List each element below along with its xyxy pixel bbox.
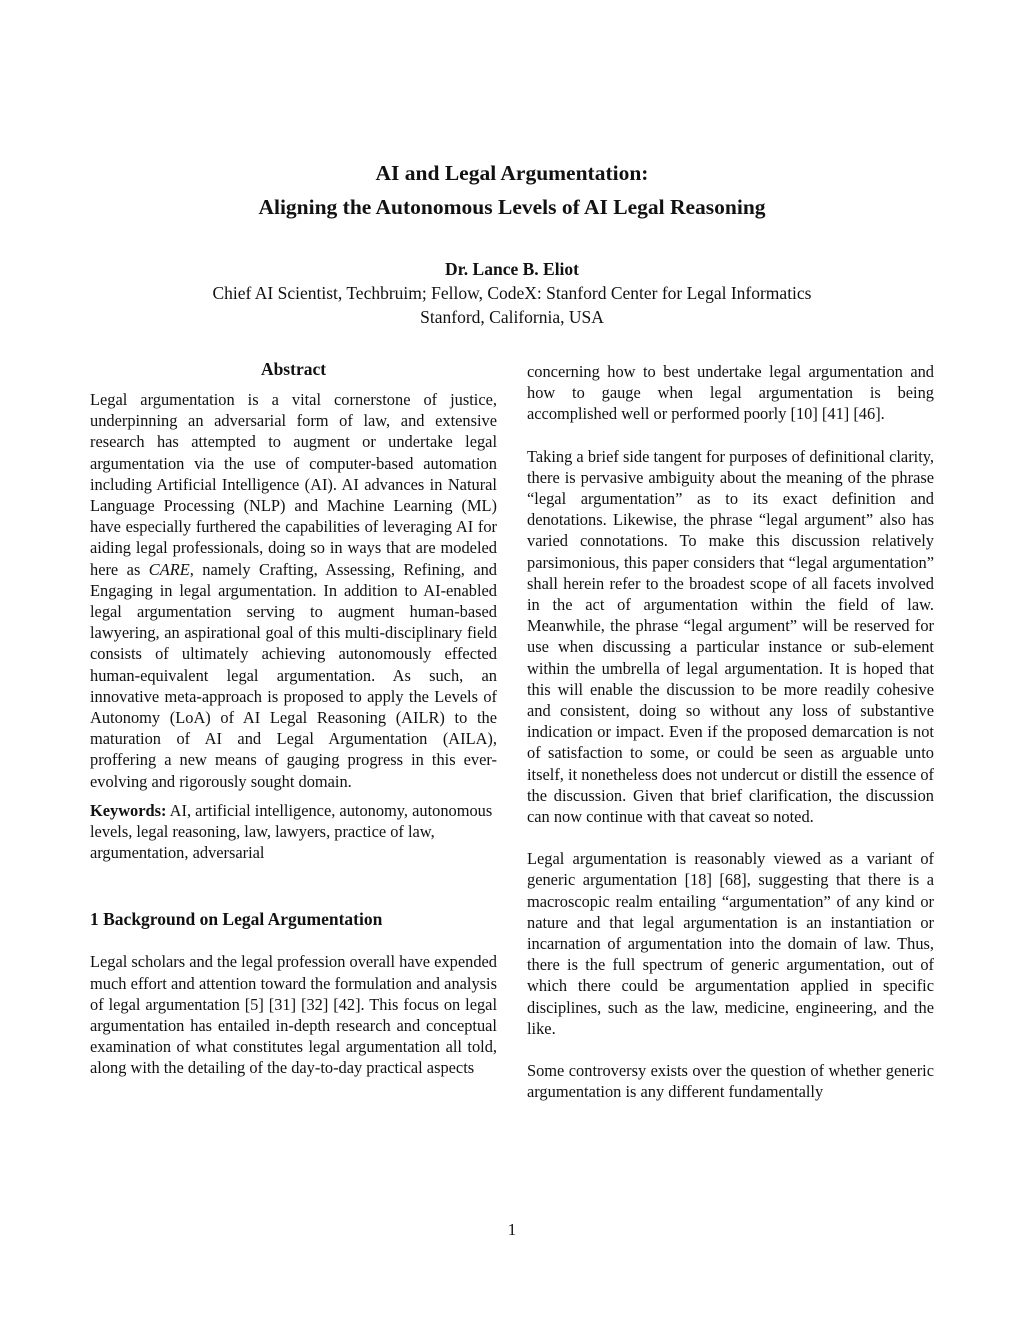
right-paragraph-2: Taking a brief side tangent for purposes of definitional clarity, there is pervasive ambiguity about the meaning of the phrase “legal argumentation” as to its exact definition and denotations. Likewise, the phrase “legal argument” also has varied connotations. To make this discussion relatively parsimonious, this paper considers that “legal argumentation” shall herein refer to the broadest scope of all facets involved in the act of argumentation within the field of law. Meanwhile, the phrase “legal argument” will be reserved for use when discussing a particular instance or sub-element within the umbrella of legal argumentation. It is hoped that this will enable the discussion to be more readily cohesive and consistent, doing so without any loss of substantive indication or impact. Even if the proposed demarcation is not of satisfaction to some, or could be seen as arguable unto itself, it nonetheless does not undercut or distill the essence of the discussion. Given that brief clarification, the discussion can now continue with that caveat so noted. xyxy=(527,446,934,827)
author-name: Dr. Lance B. Eliot xyxy=(444,259,579,279)
author-location: Stanford, California, USA xyxy=(420,307,604,327)
title-line-1: AI and Legal Argumentation: xyxy=(375,161,649,185)
title-line-2: Aligning the Autonomous Levels of AI Legal Reasoning xyxy=(258,195,766,219)
page-number: 1 xyxy=(507,1220,517,1239)
keywords-label: Keywords: xyxy=(90,800,167,820)
section-1-paragraph-1: Legal scholars and the legal profession overall have expended much effort and attention toward the formulation and analysis of legal argumentation [5] [31] [32] [42]. This focus on legal argumentation has entailed in-depth research and conceptual examination of what constitutes legal argumentation all told, along with the detailing of the day-to-day practical aspects xyxy=(90,952,497,1078)
right-column xyxy=(527,361,934,1103)
abstract-text-part2: , namely Crafting, Assessing, Refining, and Engaging in legal argumentation. In addition to AI-enabled legal argumentation serving to augment human-based lawyering, an aspirational goal of this multi-disciplinary field consists of ultimately achieving autonomously effected human-equivalent legal argumentation. As such, an innovative meta-approach is proposed to apply the Levels of Autonomy (LoA) of AI Legal Reasoning (AILR) to the maturation of AI and Legal Argumentation (AILA), proffering a new means of gauging progress in this ever-evolving and rigorously sought domain. xyxy=(90,559,497,791)
author-affiliation: Chief AI Scientist, Techbruim; Fellow, CodeX: Stanford Center for Legal Informatics xyxy=(212,283,812,303)
abstract-care-term: CARE xyxy=(148,559,190,579)
keywords-text: AI, artificial intelligence, autonomy, autonomous levels, legal reasoning, law, lawyers, practice of law, argumentation, adversarial xyxy=(90,800,493,863)
author-block xyxy=(0,257,1024,329)
paper-title xyxy=(0,156,1024,224)
section-1-heading: 1 Background on Legal Argumentation xyxy=(90,909,383,930)
left-column xyxy=(90,357,497,1079)
right-paragraph-4: Some controversy exists over the question of whether generic argumentation is any different fundamentally xyxy=(527,1061,934,1102)
abstract-text xyxy=(90,389,497,792)
abstract-text-part1: Legal argumentation is a vital cornerstone of justice, underpinning an adversarial form of law, and extensive research has attempted to augment or undertake legal argumentation via the use of computer-based automation including Artificial Intelligence (AI). AI advances in Natural Language Processing (NLP) and Machine Learning (ML) have especially furthered the capabilities of leveraging AI for aiding legal professionals, doing so in ways that are modeled here as xyxy=(90,390,497,579)
right-paragraph-3: Legal argumentation is reasonably viewed as a variant of generic argumentation [18] [68], suggesting that there is a macroscopic realm entailing “argumentation” of any kind or nature and that legal argumentation is an instantiation or incarnation of argumentation into the domain of law. Thus, there is the full spectrum of generic argumentation, out of which there could be argumentation applied in specific disciplines, such as the law, medicine, engineering, and the like. xyxy=(527,849,934,1038)
abstract-heading: Abstract xyxy=(260,359,327,379)
right-paragraph-1: concerning how to best undertake legal argumentation and how to gauge when legal argumentation is being accomplished well or performed poorly [10] [41] [46]. xyxy=(527,362,934,424)
keywords xyxy=(90,800,497,864)
